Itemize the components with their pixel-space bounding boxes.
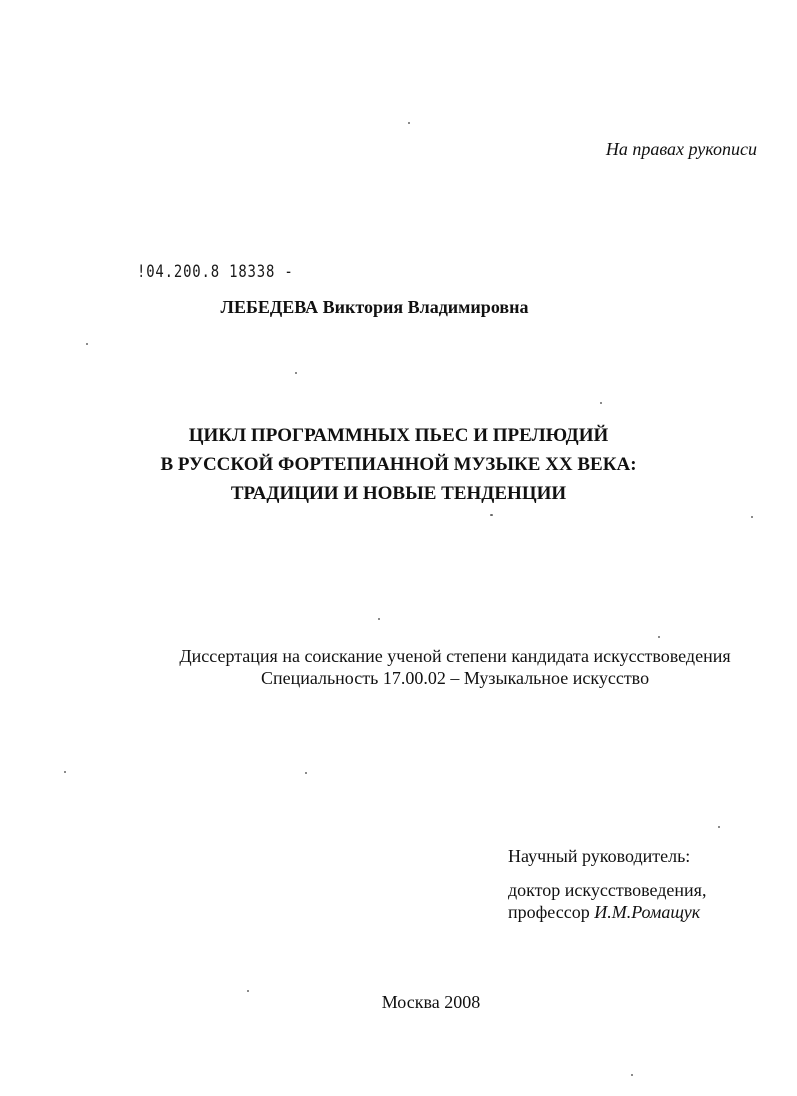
advisor-name: И.М.Ромащук [594,902,701,922]
archive-stamp-number: !04.200.8 18338 - [137,262,294,282]
title-line-3: ТРАДИЦИИ И НОВЫЕ ТЕНДЕНЦИИ [230,483,567,504]
title-line-1: ЦИКЛ ПРОГРАММНЫХ ПЬЕС И ПРЕЛЮДИЙ [188,425,609,446]
scan-speck [305,772,307,774]
scan-speck [718,826,720,828]
scan-speck [751,516,753,518]
scan-speck [490,514,493,516]
scan-speck [64,771,66,773]
advisor-degree: доктор искусствоведения, [508,880,707,900]
city-year: Москва 2008 [381,992,481,1012]
author-name: ЛЕБЕДЕВА Виктория Владимировна [220,297,529,317]
scan-speck [658,636,660,638]
scan-speck [247,990,249,992]
manuscript-note: На правах рукописи [605,139,757,159]
scan-speck [631,1074,633,1076]
scan-speck [295,372,297,374]
advisor-title-line [508,901,706,923]
scan-speck [600,402,602,404]
scientific-advisor [508,845,706,923]
advisor-heading: Научный руководитель: [508,846,691,866]
title-line-2: В РУССКОЙ ФОРТЕПИАННОЙ МУЗЫКЕ XX ВЕКА: [160,454,637,475]
scan-speck [408,122,410,124]
scan-speck [378,618,380,620]
degree-line: Диссертация на соискание ученой степени кандидата искусствоведения [179,646,731,666]
specialty-line: Специальность 17.00.02 – Музыкальное искусство [260,668,650,688]
thesis-description [0,645,797,689]
advisor-position: профессор [508,902,590,922]
dissertation-title [0,421,797,508]
scan-speck [86,343,88,345]
